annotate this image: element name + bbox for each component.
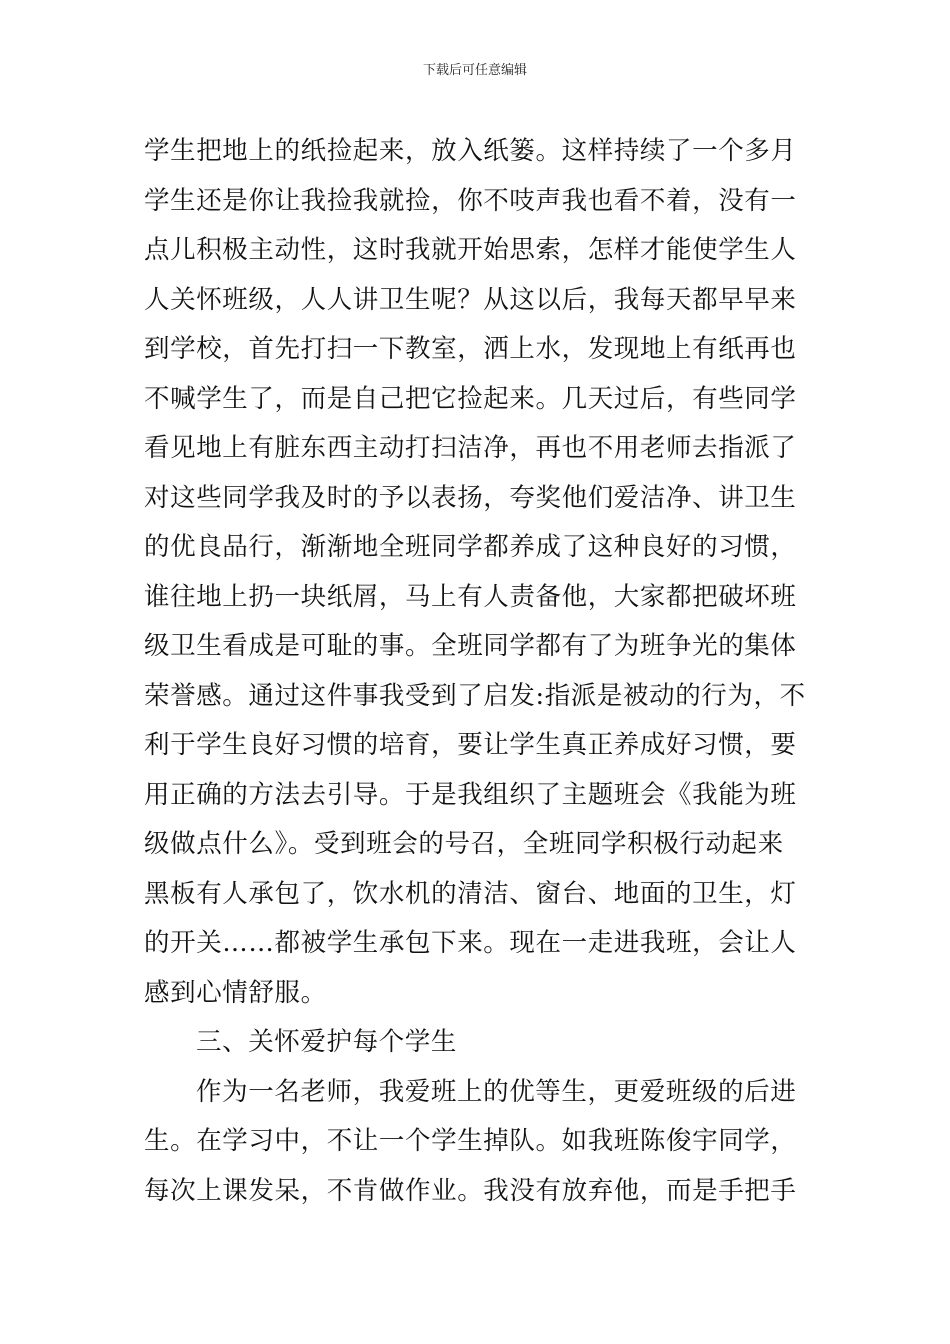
text-line: 的开关……都被学生承包下来。现在一走进我班，会让人 [144,928,797,958]
document-body [144,127,808,1216]
text-line: 每次上课发呆，不肯做作业。我没有放弃他，而是手把手 [144,1175,797,1206]
text-line: 到学校，首先打扫一下教室，洒上水，发现地上有纸再也 [144,334,797,364]
text-line: 的优良品行，渐渐地全班同学都养成了这种良好的习惯， [144,532,797,562]
text-line: 用正确的方法去引导。于是我组织了主题班会《我能为班 [144,779,797,810]
text-line: 级做点什么》。受到班会的号召，全班同学积极行动起来 [144,829,784,859]
text-line: 荣誉感。通过这件事我受到了启发:指派是被动的行为，不 [144,680,806,711]
text-line: 学生把地上的纸捡起来，放入纸篓。这样持续了一个多月 [144,136,797,166]
text-line: 看见地上有脏东西主动打扫洁净，再也不用老师去指派了 [144,433,797,463]
text-line: 人关怀班级，人人讲卫生呢？从这以后，我每天都早早来 [144,284,797,315]
text-line: 感到心情舒服。 [144,977,327,1008]
text-line: 学生还是你让我捡我就捡，你不吱声我也看不着，没有一 [144,185,797,216]
text-line: 点儿积极主动性，这时我就开始思索，怎样才能使学生人 [144,235,797,265]
text-line: 谁往地上扔一块纸屑，马上有人责备他，大家都把破坏班 [144,581,797,612]
page-header: 下载后可任意编辑 [422,63,527,78]
text-line: 利于学生良好习惯的培育，要让学生真正养成好习惯，要 [144,730,797,760]
text-line: 不喊学生了，而是自己把它捡起来。几天过后，有些同学 [144,383,797,414]
text-line: 生。在学习中，不让一个学生掉队。如我班陈俊宇同学， [144,1126,797,1156]
text-line: 黑板有人承包了，饮水机的清洁、窗台、地面的卫生，灯 [144,878,797,909]
section-heading: 三、关怀爱护每个学生 [196,1027,458,1057]
text-line: 级卫生看成是可耻的事。全班同学都有了为班争光的集体 [144,631,797,661]
text-line: 对这些同学我及时的予以表扬，夸奖他们爱洁净、讲卫生 [144,482,797,513]
paragraph-first-line: 作为一名老师，我爱班上的优等生，更爱班级的后进 [196,1076,797,1107]
